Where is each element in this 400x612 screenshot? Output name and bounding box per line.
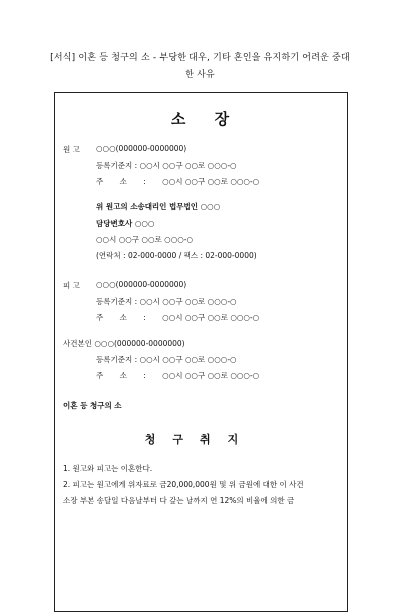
registered-label: 등록기준지 :: [96, 297, 140, 306]
principal-name: ○○○(000000-0000000): [94, 339, 185, 348]
defendant-address: ○○시 ○○구 ○○로 ○○○-○: [162, 313, 260, 322]
heading-line-2: 한 사유: [185, 70, 215, 80]
document-heading: [50, 50, 350, 84]
principal-registered: ○○시 ○○구 ○○로 ○○○-○: [139, 355, 237, 364]
principal-address-row: [96, 370, 259, 381]
claim-title: 청구취지: [144, 433, 256, 446]
plaintiff-registered: ○○시 ○○구 ○○로 ○○○-○: [139, 161, 237, 170]
claim-item-2-line-1: 2. 피고는 원고에게 위자료로 금20,000,000원 및 위 금원에 대한 이 사건: [63, 480, 304, 489]
plaintiff-registered-row: [96, 160, 237, 171]
registered-label: 등록기준지 :: [96, 161, 140, 170]
claim-item-2-line-2: 소장 부본 송달일 다음날부터 다 갚는 날까지 연 12%의 비율에 의한 금: [63, 496, 295, 505]
counsel-attorney: 담당변호사 ○○○: [96, 219, 155, 228]
claims-body: [63, 461, 341, 509]
registered-label: 등록기준지 :: [96, 355, 140, 364]
plaintiff-name: ○○○(000000-0000000): [96, 144, 187, 153]
defendant-label: 피 고: [63, 281, 80, 290]
principal-registered-row: [96, 354, 237, 365]
principal-row: [63, 338, 185, 349]
principal-label: 사건본인: [63, 339, 95, 348]
document-title: 소 장: [170, 110, 230, 128]
case-name: 이혼 등 청구의 소: [63, 401, 122, 410]
heading-line-1: [서식] 이혼 등 청구의 소 - 부당한 대우, 기타 혼인을 유지하기 어려운 중대: [50, 53, 350, 63]
plaintiff-label: 원 고: [63, 145, 80, 154]
plaintiff-address: ○○시 ○○구 ○○로 ○○○-○: [162, 177, 260, 186]
counsel-contact: (연락처 : 02-000-0000 / 팩스 : 02-000-0000): [96, 251, 257, 260]
address-label: 주 소 :: [96, 371, 163, 380]
defendant-registered: ○○시 ○○구 ○○로 ○○○-○: [139, 297, 237, 306]
defendant-registered-row: [96, 296, 237, 307]
address-label: 주 소 :: [96, 313, 163, 322]
plaintiff-address-row: [96, 176, 259, 187]
defendant-address-row: [96, 312, 259, 323]
address-label: 주 소 :: [96, 177, 163, 186]
defendant-name: ○○○(000000-0000000): [96, 280, 187, 289]
principal-address: ○○시 ○○구 ○○로 ○○○-○: [162, 371, 260, 380]
counsel-firm: 위 원고의 소송대리인 법무법인 ○○○: [96, 202, 221, 211]
counsel-address: ○○시 ○○구 ○○로 ○○○-○: [96, 235, 194, 244]
claim-item-1: 1. 원고와 피고는 이혼한다.: [63, 464, 153, 473]
